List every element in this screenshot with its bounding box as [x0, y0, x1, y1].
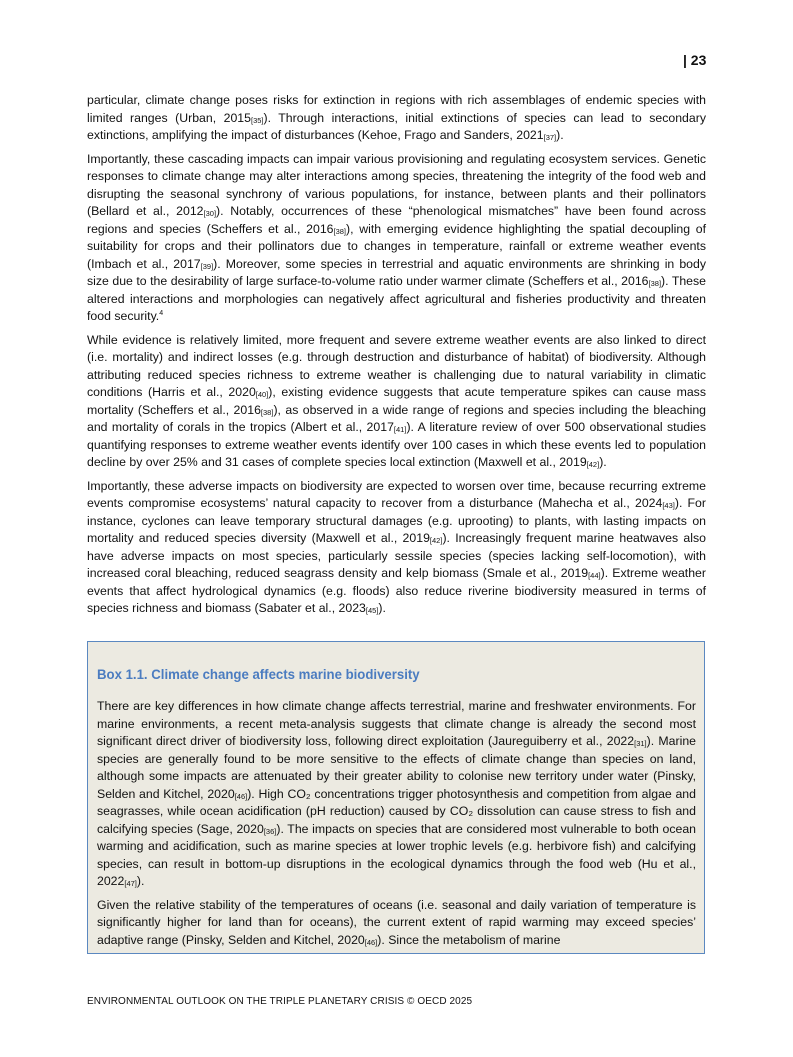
main-text: [87, 92, 706, 624]
paragraph-4: Importantly, these adverse impacts on biodiversity are expected to worsen over time, because recurring extreme events compromise ecosystems’ natural capacity to recover from a disturbance (Mahecha et al., $2024_{[43]}$). For instance, cyclones can leave temporary structural damages (e.g. uprooting) to plants, with lasting impacts on mortality and reduced species diversity (Maxwell et al., $2019_{[42]}$). Increasingly frequent marine heatwaves also have adverse impacts on most species, particularly sessile species (species lacking self-locomotion), with increased coral bleaching, reduced seagrass density and kelp biomass (Smale et al., $2019_{[44]}$). Extreme weather events that affect hydrological dynamics (e.g. floods) also reduce riverine biodiversity measured in terms of species richness and biomass (Sabater et al., $2023_{[45]}$).: [87, 478, 706, 615]
citation-ref[interactable]: [35]: [250, 115, 264, 125]
paragraph-1: particular, climate change poses risks for extinction in regions with rich assemblages of endemic species with limited ranges (Urban, $2015_{[35]}$). Through interactions, initial extinctions of species can lead to secondary extinctions, amplifying the impact of disturbances (Kehoe, Frago and Sanders, $2021_{[37]}$).: [87, 93, 706, 142]
citation-ref[interactable]: [45]: [365, 606, 379, 615]
citation-ref[interactable]: [46]: [234, 791, 248, 801]
citation-ref[interactable]: [30]: [203, 209, 217, 218]
page-number: | 23: [683, 52, 707, 68]
citation-ref[interactable]: [42]: [429, 536, 443, 545]
citation-ref[interactable]: [31]: [634, 739, 647, 748]
citation-ref[interactable]: [39]: [200, 261, 214, 271]
citation-ref[interactable]: [40]: [255, 390, 269, 399]
paragraph-3: While evidence is relatively limited, more frequent and severe extreme weather events are also linked to direct (i.e. mortality) and indirect losses (e.g. through destruction and disturbance of habitat) of biodiversity. Although attributing reduced species richness to extreme weather is challenging due to natural variability in climatic conditions (Harris et al., $2020_{[40]}$), existing evidence suggests that acute temperature spikes can cause mass mortality (Scheffers et al., $2016_{[38]}$), as observed in a wide range of regions and species including the bleaching and mortality of corals in the tropics (Albert et al., $2017_{[41]}$). A literature review of over 500 observational studies quantifying responses to extreme weather events identify over 100 cases in which these events led to population decline by over 25% and 31 cases of complete species local extinction (Maxwell et al., $2019_{[42]}$).: [87, 332, 706, 469]
box-body: [97, 698, 696, 955]
citation-ref[interactable]: [37]: [543, 133, 557, 142]
paragraph-2: Importantly, these cascading impacts can impair various provisioning and regulating ecosystem services. Genetic responses to climate change may alter interactions among species, threatening the integrity of the food web and disrupting the seasonal synchrony of various populations, for instance, between plants and their pollinators (Bellard et al., $2012_{[30]}$). Notably, occurrences of these “phenological mismatches” have been found across regions and species (Scheffers et al., $2016_{[38]}$), with emerging evidence highlighting the spatial decoupling of suitability for crops and their pollinators due to changes in temperature, rainfall or extreme weather events (Imbach et al., $2017_{[39]}$). Moreover, some species in terrestrial and aquatic environments are shrinking in body size due to the desirability of large surface-to-volume ratio under warmer climate (Scheffers et al., $2016_{[38]}$). These altered interactions and morphologies can negatively affect agricultural and fisheries productivity and threaten food security.$^4$: [87, 151, 706, 323]
citation-ref[interactable]: [46]: [364, 937, 378, 947]
box-paragraph-1: There are key differences in how climate change affects terrestrial, marine and freshwater environments. For marine environments, a recent meta-analysis suggests that climate change is already the second most significant direct driver of biodiversity loss, following direct exploitation (Jaureguiberry et al., $2022_{[31]}$). Marine species are generally found to be more sensitive to the effects of climate change than species on land, although some impacts are attenuated by their greater ability to colonise new territory under water (Pinsky, Selden and Kitchel, $2020_{[46]}$). High CO₂ concentrations trigger photosynthesis and competition from algae and seagrasses, while ocean acidification (pH reduction) caused by CO₂ dissolution can cause stress to fish and calcifying species (Sage, $2020_{[36]}$). The impacts on species that are considered most vulnerable to both ocean warming and acidification, such as marine species at lower trophic levels (e.g. herbivore fish) and calcifying species, can result in bottom-up disruptions in the ecological dynamics through the food web (Hu et al., $2022_{[47]}$).: [97, 699, 697, 888]
box-paragraph-2: Given the relative stability of the temperatures of oceans (i.e. seasonal and daily variation of temperature is significantly higher for land than for oceans), the current extent of rapid warming may exceed species’ adaptive range (Pinsky, Selden and Kitchel, $2020_{[46]}$). Since the metabolism of marine: [97, 897, 696, 947]
box-marine-biodiversity: [87, 641, 705, 954]
citation-ref[interactable]: [41]: [393, 425, 407, 434]
citation-ref[interactable]: [42]: [586, 460, 600, 469]
citation-ref[interactable]: [38]: [333, 226, 347, 236]
citation-ref[interactable]: [47]: [124, 879, 137, 888]
box-title: Box 1.1. Climate change affects marine biodiversity: [97, 667, 420, 683]
citation-ref[interactable]: [44]: [588, 571, 601, 580]
footnote-marker[interactable]: 4: [159, 310, 164, 317]
citation-ref[interactable]: [38]: [260, 407, 274, 417]
citation-ref[interactable]: [38]: [648, 279, 662, 288]
page-footer: ENVIRONMENTAL OUTLOOK ON THE TRIPLE PLANETARY CRISIS © OECD 2025: [87, 996, 473, 1007]
citation-ref[interactable]: [43]: [662, 501, 675, 510]
citation-ref[interactable]: [36]: [263, 826, 277, 836]
